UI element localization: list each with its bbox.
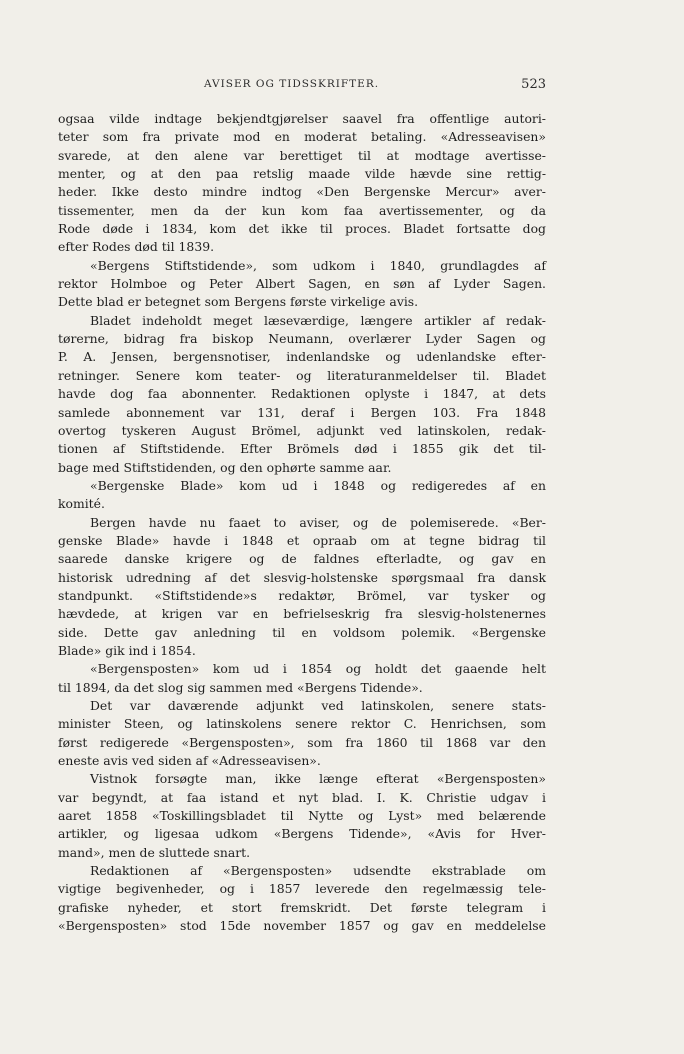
text-line: heder. Ikke desto mindre indtog «Den Bergenske Mercur» aver- (58, 184, 546, 200)
text-line: artikler, og ligesaa udkom «Bergens Tidende», «Avis for Hver- (58, 826, 546, 842)
body-text (58, 110, 546, 935)
text-line: side. Dette gav anledning til en voldsom polemik. «Bergenske (58, 624, 546, 640)
text-line: «Bergens Stiftstidende», som udkom i 1840, grundlagdes af (90, 257, 546, 273)
text-line: «Bergensposten» stod 15de november 1857 og gav en meddelelse (58, 918, 546, 934)
text-line: Det var daværende adjunkt ved latinskolen, senere stats- (90, 698, 546, 713)
text-line: svarede, at den alene var berettiget til at modtage avertisse- (58, 147, 546, 163)
text-line: ogsaa vilde indtage bekjendtgjørelser saavel fra offentlige autori- (58, 111, 546, 126)
text-line: genske Blade» havde i 1848 et opraab om at tegne bidrag til (58, 532, 546, 548)
text-line: aaret 1858 «Toskillingsbladet til Nytte og Lyst» med belærende (58, 808, 546, 824)
page-header (58, 78, 546, 96)
text-line: komité. (58, 496, 105, 512)
text-line: først redigerede «Bergensposten», som fra 1860 til 1868 var den (58, 734, 546, 750)
text-line: tørerne, bidrag fra biskop Neumann, overlærer Lyder Sagen og (58, 331, 546, 347)
text-line: var begyndt, at faa istand et nyt blad. I. K. Christie udgav i (58, 789, 546, 805)
text-line: havde dog faa abonnenter. Redaktionen oplyste i 1847, at dets (58, 386, 546, 402)
text-line: Dette blad er betegnet som Bergens første virkelige avis. (58, 294, 419, 310)
text-line: menter, og at den paa retslig maade vilde hævde sine rettig- (58, 166, 546, 182)
text-line: «Bergensposten» kom ud i 1854 og holdt det gaaende helt (90, 661, 546, 677)
text-line: vigtige begivenheder, og i 1857 leverede den regelmæssig tele- (58, 881, 546, 897)
text-line: bage med Stiftstidenden, og den ophørte samme aar. (58, 459, 392, 475)
text-line: rektor Holmboe og Peter Albert Sagen, en søn af Lyder Sagen. (58, 276, 546, 292)
running-head: AVISER OG TIDSSKRIFTER. (204, 78, 380, 90)
text-line: hævdede, at krigen var en befrielseskrig fra slesvig-holstenernes (58, 606, 546, 622)
text-line: retninger. Senere kom teater- og literaturanmeldelser til. Bladet (58, 367, 546, 383)
text-line: samlede abonnement var 131, deraf i Bergen 103. Fra 1848 (58, 404, 546, 420)
text-line: grafiske nyheder, et stort fremskridt. Det første telegram i (58, 899, 546, 915)
text-line: efter Rodes død til 1839. (58, 239, 215, 255)
text-line: Blade» gik ind i 1854. (58, 642, 196, 658)
text-line: Bladet indeholdt meget læseværdige, længere artikler af redak- (90, 312, 546, 328)
text-line: «Bergenske Blade» kom ud i 1848 og redigeredes af en (90, 477, 546, 493)
text-line: eneste avis ved siden af «Adresseavisen». (58, 753, 321, 769)
text-line: tissementer, men da der kun kom faa avertissementer, og da (58, 202, 546, 218)
text-line: overtog tyskeren August Brömel, adjunkt ved latinskolen, redak- (58, 422, 546, 438)
text-line: mand», men de sluttede snart. (58, 844, 251, 860)
text-line: minister Steen, og latinskolens senere rektor C. Henrichsen, som (58, 716, 546, 732)
text-line: Rode døde i 1834, kom det ikke til proces. Bladet fortsatte dog (58, 221, 546, 237)
text-line: til 1894, da det slog sig sammen med «Bergens Tidende». (58, 679, 423, 695)
text-line: Bergen havde nu faaet to aviser, og de polemiserede. «Ber- (90, 514, 546, 530)
text-line: historisk udredning af det slesvig-holstenske spørgsmaal fra dansk (58, 569, 546, 585)
text-line: saarede danske krigere og de faldnes efterladte, og gav en (58, 551, 546, 567)
text-line: P. A. Jensen, bergensnotiser, indenlandske og udenlandske efter- (58, 349, 546, 365)
text-line: Vistnok forsøgte man, ikke længe efterat «Bergensposten» (90, 771, 546, 787)
page-number: 523 (521, 77, 546, 92)
text-line: standpunkt. «Stiftstidende»s redaktør, Brömel, var tysker og (58, 587, 546, 603)
text-line: Redaktionen af «Bergensposten» udsendte ekstrablade om (90, 863, 546, 879)
text-line: tionen af Stiftstidende. Efter Brömels død i 1855 gik det til- (58, 441, 546, 457)
text-line: teter som fra private mod en moderat betaling. «Adresseavisen» (58, 129, 546, 145)
